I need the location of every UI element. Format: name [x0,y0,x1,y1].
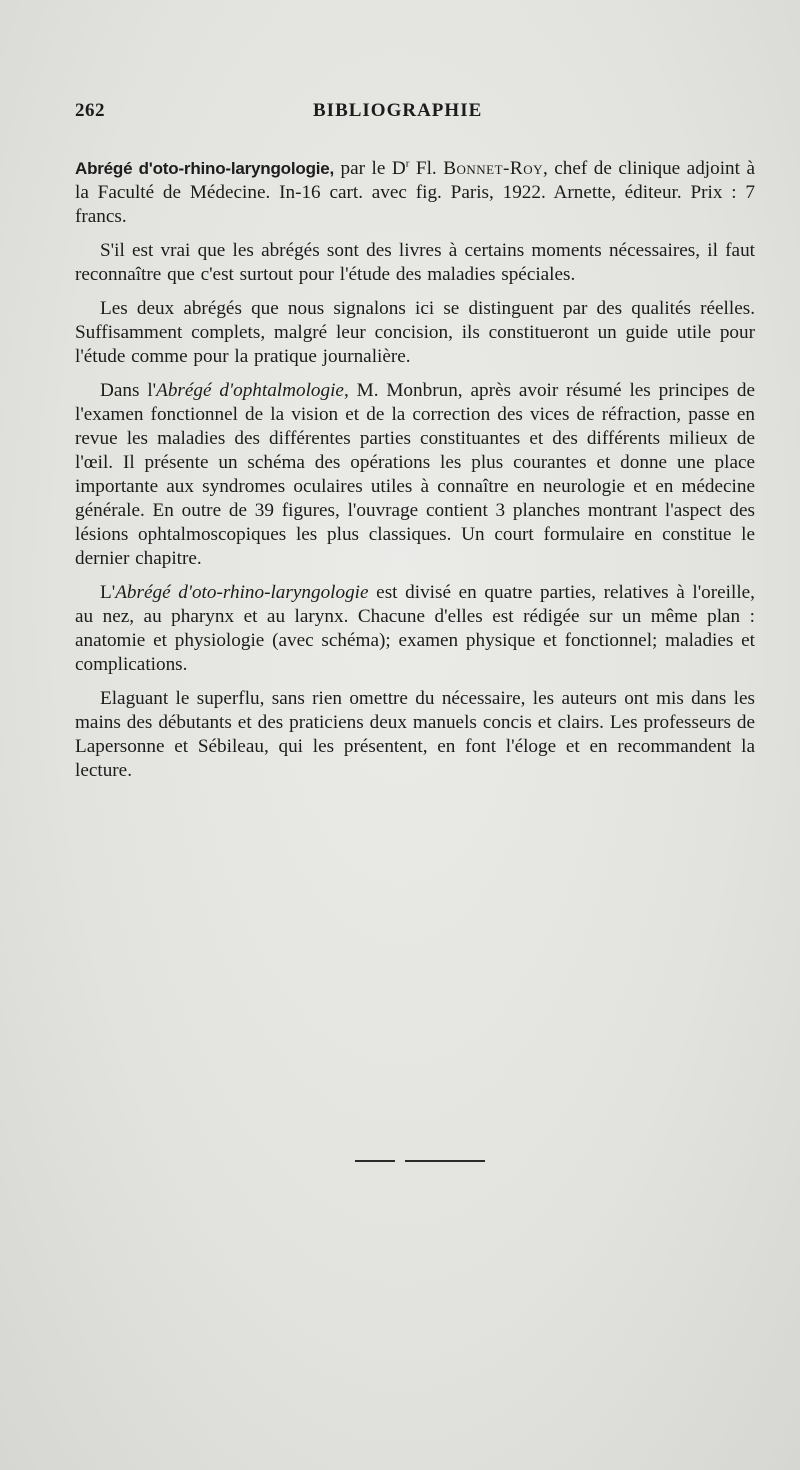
paragraph-3-lead: Dans l' [100,380,157,401]
section-divider [355,1160,485,1162]
page-header [75,100,735,130]
article-body [75,157,755,793]
paragraph-5: Elaguant le superflu, sans rien omettre du nécessaire, les auteurs ont mis dans les mains des débutants et des praticiens deux manuels concis et clairs. Les professeurs de Lapersonne et Sébileau, qui les présentent, en font l'éloge et en recommandent la lecture. [75,688,755,781]
entry-by: par le D [334,158,406,179]
entry-details: , chef de clinique adjoint à la Faculté de Médecine. In-16 cart. avec fig. Paris, 1922. Arnette, éditeur. Prix : 7 francs. [75,158,755,227]
divider-dash-long [405,1160,485,1162]
paragraph-3-text: , M. Monbrun, après avoir résumé les principes de l'examen fonctionnel de la vision et de la correction des vices de réfraction, passe en revue les maladies des différentes parties constituantes et des différents milieux de l'œil. Il présente un schéma des opérations les plus courantes et donne une place importante aux syndromes oculaires utiles à connaître en neurologie et en médecine générale. En outre de 39 figures, l'ouvrage contient 3 planches montrant l'aspect des lésions ophtalmoscopiques les plus classiques. Un court formulaire en constitue le dernier chapitre. [75,380,755,569]
entry-author-name: Bonnet-Roy [443,158,543,179]
entry-title: Abrégé d'oto-rhino-laryngologie, [75,159,335,178]
paragraph-2: Les deux abrégés que nous signalons ici se distinguent par des qualités réelles. Suffisamment complets, malgré leur concision, ils constitueront un guide utile pour l'étude comme pour la pratique journalière. [75,298,755,367]
paragraph-4-text: est divisé en quatre parties, relatives à l'oreille, au nez, au pharynx et au larynx. Chacune d'elles est rédigée sur un même plan : anatomie et physiologie (avec schéma); examen physique et fonctionnel; maladies et complications. [75,582,755,675]
paragraph-4-lead: L' [100,582,116,603]
paragraph-4-book-title: Abrégé d'oto-rhino-laryngologie [115,582,369,603]
paragraph-3 [75,379,755,571]
divider-dash-short [355,1160,395,1162]
entry-dr-superscript: r [405,157,410,170]
paragraph-4 [75,581,755,677]
paragraph-3-book-title: Abrégé d'ophtalmologie [156,380,344,401]
entry-author-initial: Fl. [409,158,444,179]
paragraph-1: S'il est vrai que les abrégés sont des livres à certains moments nécessaires, il faut reconnaître que c'est surtout pour l'étude des maladies spéciales. [75,240,755,285]
page-number: 262 [75,100,105,121]
bibliography-entry [75,157,755,229]
running-title: BIBLIOGRAPHIE [313,100,483,121]
